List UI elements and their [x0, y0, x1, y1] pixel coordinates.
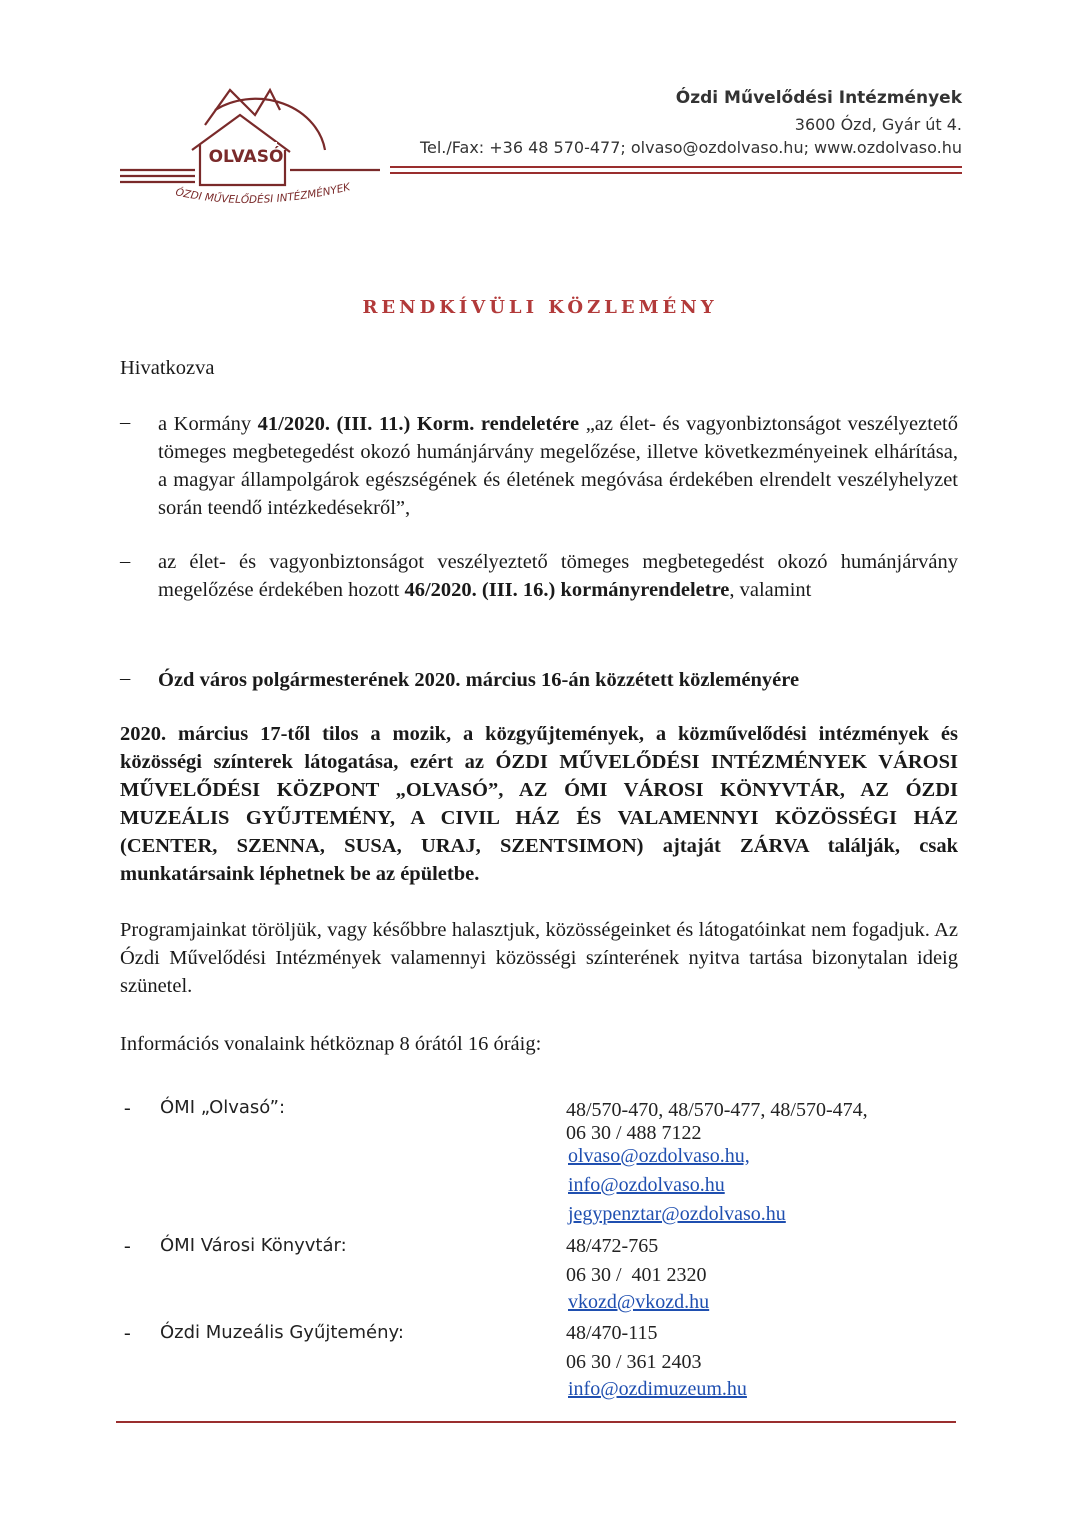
email-link[interactable]: vkozd@vkozd.hu — [568, 1291, 710, 1313]
programs-paragraph: Programjainkat töröljük, vagy későbbre halasztjuk, közösségeinket és látogatóinkat nem fogadjuk. Az Ózdi Művelődési Intézmények valamennyi közösségi színterének nyitva tartása bizonytalan ideig szünetel. — [120, 919, 958, 997]
item-text: a Kormány — [158, 413, 258, 435]
olvaso-logo — [120, 70, 380, 220]
email-link[interactable]: jegypenztar@ozdolvaso.hu — [568, 1203, 786, 1225]
org-contact: Tel./Fax: +36 48 570-477; olvaso@ozdolvaso.hu; www.ozdolvaso.hu — [419, 138, 962, 157]
header-divider — [390, 172, 962, 174]
item-text: „az élet- és vagyonbiztonságot veszélyeztető tömeges megbetegedést okozó humánjárvány megelőzése, illetve következményeinek elhárítása, a magyar állampolgárok egészségének és életének megóvása érdekében elrendelt veszélyhelyzet során teendő intézkedésekről”, — [158, 413, 958, 519]
contact-phone: 06 30 / 401 2320 — [566, 1264, 707, 1286]
org-address: 3600 Ózd, Gyár út 4. — [794, 115, 962, 134]
reference-item-2 — [158, 548, 958, 604]
reference-item-3: Ózd város polgármesterének 2020. március 16-án közzétett közleményére — [158, 669, 800, 691]
org-name: Ózdi Művelődési Intézmények — [675, 88, 962, 108]
item-bold: 46/2020. (III. 16.) kormányrendeletre — [404, 579, 730, 601]
item-bold: 41/2020. (III. 11.) Korm. rendeletére — [257, 413, 580, 435]
logo-text: OLVASÓ — [208, 147, 284, 167]
item-text: , valamint — [729, 579, 812, 601]
email-link[interactable]: olvaso@ozdolvaso.hu, — [568, 1145, 750, 1167]
contact-phone: 48/472-765 — [566, 1235, 659, 1257]
header-divider — [390, 166, 962, 168]
info-heading: Információs vonalaink hétköznap 8 órától 16 óráig: — [120, 1033, 542, 1055]
reference-item-1 — [158, 410, 958, 522]
contact-bullet: - — [124, 1097, 131, 1119]
footer-divider — [116, 1421, 956, 1423]
contact-bullet: - — [124, 1322, 131, 1344]
contact-phone: 06 30 / 488 7122 — [566, 1122, 702, 1144]
contact-phones: 48/570-470, 48/570-477, 48/570-474, — [566, 1099, 868, 1121]
item-dash: – — [120, 667, 131, 689]
item-text: az élet- és vagyonbiztonságot veszélyeztető tömeges megbetegedést okozó humánjárvány megelőzése érdekében hozott — [158, 551, 958, 601]
item-dash: – — [120, 411, 131, 433]
logo-arc-text: ÓZDI MŰVELŐDÉSI INTÉZMÉNYEK — [174, 181, 352, 207]
contact-phone: 06 30 / 361 2403 — [566, 1351, 702, 1373]
contact-label-olvaso: ÓMI „Olvasó”: — [160, 1097, 286, 1118]
page-title: RENDKÍVÜLI KÖZLEMÉNY — [362, 297, 718, 318]
contact-label-library: ÓMI Városi Könyvtár: — [160, 1235, 347, 1256]
closure-paragraph: 2020. március 17-től tilos a mozik, a közgyűjtemények, a közművelődési intézmények és közösségi színterek látogatása, ezért az ÓZDI MŰVELŐDÉSI INTÉZMÉNYEK VÁROSI MŰVELŐDÉSI KÖZPONT „OLVASÓ”, AZ ÓMI VÁROSI KÖNYVTÁR, AZ ÓZDI MUZEÁLIS GYŰJTEMÉNY, A CIVIL HÁZ ÉS VALAMENNYI KÖZÖSSÉGI HÁZ (CENTER, SZENNA, SUSA, URAJ, SZENTSIMON) ajtaját ZÁRVA találják, csak munkatársaink léphetnek be az épületbe. — [120, 723, 958, 885]
email-link[interactable]: info@ozdimuzeum.hu — [568, 1378, 747, 1400]
item-dash: – — [120, 550, 131, 572]
intro-text: Hivatkozva — [120, 357, 215, 379]
contact-bullet: - — [124, 1235, 131, 1257]
contact-label-museum: Ózdi Muzeális Gyűjtemény: — [160, 1322, 404, 1343]
email-link[interactable]: info@ozdolvaso.hu — [568, 1174, 725, 1196]
contact-phone: 48/470-115 — [566, 1322, 658, 1344]
